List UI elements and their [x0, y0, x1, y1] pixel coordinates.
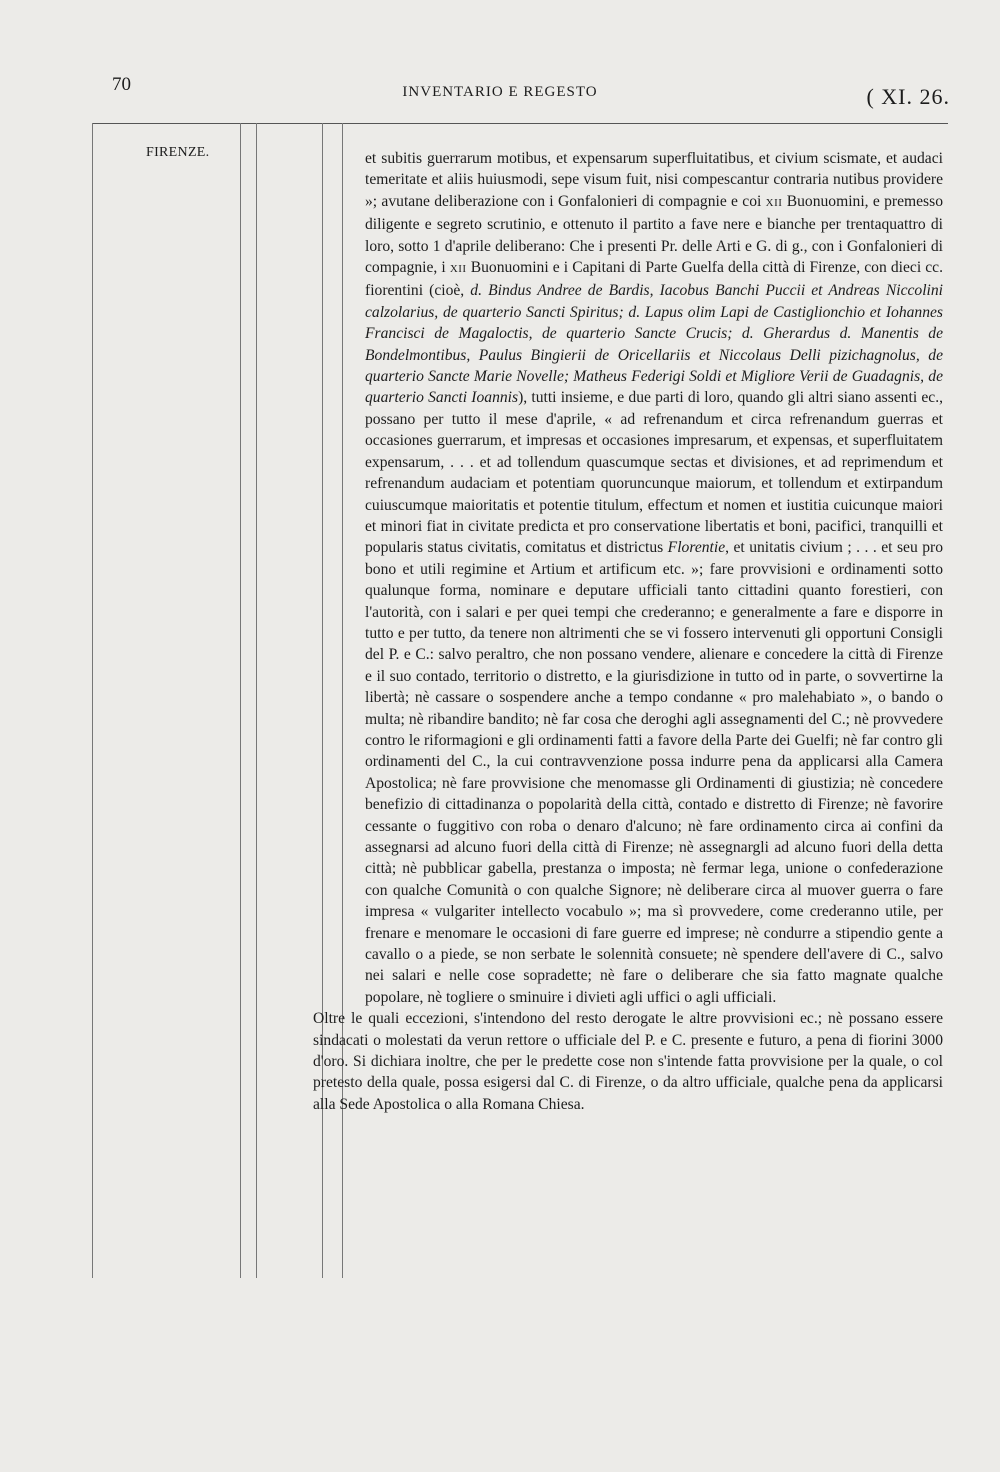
margin-line-1 [92, 123, 93, 1278]
italic-word: Florentie [667, 539, 726, 557]
paragraph-1 [365, 148, 943, 1008]
margin-line-2 [240, 123, 241, 1278]
reference-tag: ( XI. 26. [866, 84, 950, 109]
small-caps-numeral: XII [449, 263, 467, 276]
text-run: ), tutti insieme, e due parti di loro, quando gli altri siano assenti ec., possano per tutto il mese d'aprile, « ad refrenandum et circa refrenandum guerras et occasiones guerrarum, et impresas et occasiones impresarum, et expensas, et superfluitatem expensarum, . . . et ad tollendum quascumque sectas et divisiones, et ad reprimendum et refrenandum audaciam et potentiam quoruncunque maiorum, et tollendum et extirpandum cuiuscumque maioritatis et potentie titulum, effectum et nomen et iustitia cuicunque maiori et minori fiat in civitate predicta et pro conservatione libertatis et boni, pacifici, tranquilli et popularis status civitatis, comitatus et districtus [365, 389, 943, 557]
top-rule [92, 123, 948, 124]
small-caps-numeral: XII [765, 196, 783, 209]
text-run: Buonuomini, e premesso diligente e segreto scrutinio, e ottenuto il partito a fave nere e bianche per trentaquattro di loro, sotto 1 d'aprile deliberano: Che i presenti Pr. delle Arti e G. di g., con i Gonfalonieri di compagnie, i [365, 192, 943, 277]
text-run: Buonuomini e i Capitani di Parte Guelfa della città di Firenze, con dieci cc. fiorentini (cioè, [365, 259, 943, 300]
margin-line-3 [256, 123, 257, 1278]
text-run: , et unitatis civium ; . . . et seu pro bono et utili regimine et Artium et artificum etc. »; fare provvisioni e ordinamenti sotto qualunque forma, nominare e deputare ufficiali tanto cittadini quanto forestieri, con l'autorità, con i salari e per quei tempi che crederanno; e generalmente a fare e disporre in tutto e per tutto, da tenere non altrimenti che se vi fossero intervenuti gli opportuni Consigli del P. e C.: salvo peraltro, che non possano vendere, alienare e concedere la città di Firenze e il suo contado, territorio o distretto, e la giurisdizione in tutto od in parte, o sovvertirne la libertà; nè cassare o sospendere anche a tempo condanne « pro malehabiato », o bando o multa; nè ribandire bandito; nè far cosa che deroghi agli assegnamenti del C.; nè provvedere contro le riformagioni e gli ordinamenti fatti a favore della Parte dei Guelfi; nè far contro gli ordinamenti del C., la cui contravvenzione possa indurre pena da applicarsi alla Camera Apostolica; nè fare provvisione che menomasse gli Ordinamenti di giustizia; nè concedere benefizio di cittadinanza o popolarità della città, contado e distretto di Firenze; nè favorire cessante o fuggitivo con roba o denaro d'alcuno; nè fare ordinamento circa ai confini da assegnarsi ad alcuno fuori della città di Firenze; nè assegnargli ad alcuno fuori della detta città; nè pubblicar gabella, prestanza o imposta; nè fermar lega, unione o confederazione con qualche Comunità o con qualche Signore; nè deliberare circa al muover guerra o fare impresa « vulgariter intellecto vocabulo »; ma sì provvedere, come crederanno utile, per frenare e menomare le occasioni di fare guerre ed imprese; nè condurre a stipendio gente a cavallo o a piede, se non serbate le solennità consuete; nè spendere dell'avere di C., salvo nei salari e nelle cose sopradette; nè fare o deliberare che sia fatto magnate qualche popolare, nè togliere o sminuire i divieti agli uffici o agli ufficiali. [365, 539, 943, 1006]
text-run: et subitis guerrarum motibus, et expensarum superfluitatibus, et civium scismate, et audaci temeritate et aliis huiusmodi, sepe visum fuit, nisi compescantur contraria nutibus providere »; avutane deliberazione con i Gonfalonieri di compagnie e coi [365, 150, 943, 210]
paragraph-2: Oltre le quali eccezioni, s'intendono del resto derogate le altre provvisioni ec.; nè possano essere sindacati o molestati da verun rettore o ufficiale del P. e C. presente e futuro, a pena di fiorini 3000 d'oro. Si dichiara inoltre, che per le predette cose non s'intende fatta provvisione per la quale, o col pretesto della quale, possa esigersi dal C. di Firenze, o da altro ufficiale, qualche pena da applicarsi alla Sede Apostolica o alla Romana Chiesa. [313, 1010, 943, 1113]
body-text [313, 148, 943, 1115]
running-head: INVENTARIO E REGESTO [402, 84, 598, 100]
italic-names: d. Bindus Andree de Bardis, Iacobus Banchi Puccii et Andreas Niccolini calzolarius, de quarterio Sancti Spiritus; d. Lapus olim Lapi de Castiglionchio et Iohannes Francisci de Magaloctis, de quarterio Sancte Crucis; d. Gherardus d. Manentis de Bondelmontibus, Paulus Bingierii de Oricellariis et Niccolaus Delli pizichagnolus, de quarterio Sancte Marie Novelle; Matheus Federigi Soldi et Migliore Verii de Guadagnis, de quarterio Sancti Ioannis [365, 282, 943, 407]
page-number: 70 [112, 74, 131, 95]
margin-place: FIRENZE. [146, 145, 210, 160]
